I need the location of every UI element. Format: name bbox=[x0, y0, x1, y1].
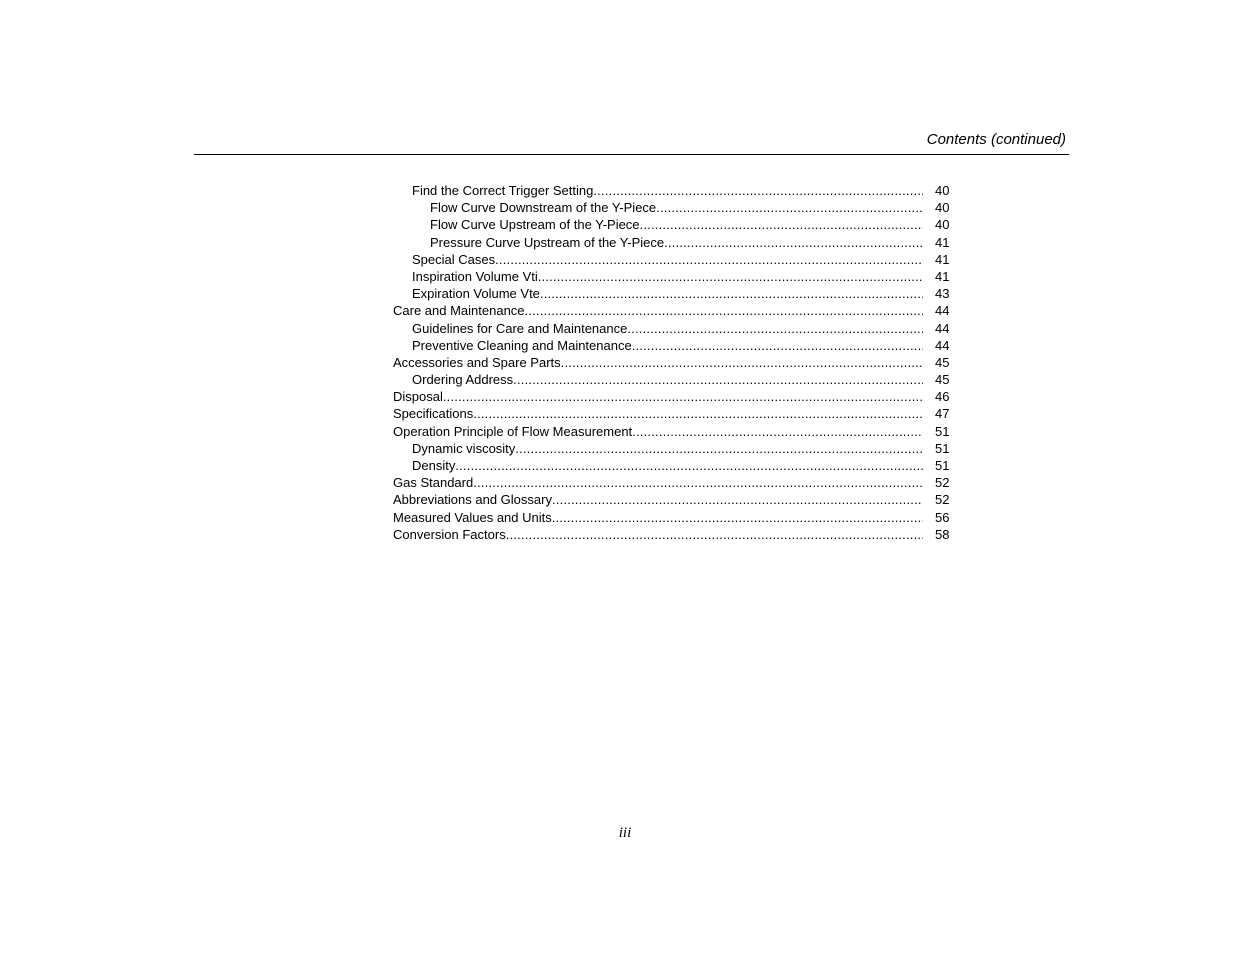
toc-entry-title: Inspiration Volume Vti bbox=[412, 268, 538, 284]
toc-entry-title: Find the Correct Trigger Setting bbox=[412, 183, 594, 198]
toc-dot-leader bbox=[515, 440, 923, 457]
toc-dot-leader bbox=[552, 491, 923, 508]
toc-entry bbox=[393, 234, 953, 251]
table-of-contents bbox=[393, 182, 953, 543]
toc-entry-title: Gas Standard bbox=[393, 475, 474, 491]
toc-entry-page: 40 bbox=[935, 183, 950, 198]
toc-entry-title: Density bbox=[412, 458, 456, 473]
toc-entry bbox=[393, 526, 953, 543]
toc-dot-leader bbox=[513, 371, 923, 388]
toc-dot-leader bbox=[640, 216, 923, 233]
toc-entry-page: 45 bbox=[935, 354, 950, 370]
toc-entry-page: 56 bbox=[935, 509, 950, 525]
toc-entry-page: 40 bbox=[935, 200, 950, 216]
toc-entry bbox=[393, 423, 953, 440]
toc-entry-page: 45 bbox=[935, 372, 950, 388]
toc-dot-leader bbox=[525, 302, 923, 319]
toc-entry-page: 52 bbox=[935, 475, 950, 491]
toc-entry-page: 51 bbox=[935, 440, 950, 456]
toc-entry bbox=[393, 405, 953, 422]
toc-entry bbox=[393, 440, 953, 457]
toc-entry-title: Flow Curve Upstream of the Y-Piece bbox=[430, 217, 640, 233]
toc-entry-title: Operation Principle of Flow Measurement bbox=[393, 423, 633, 439]
toc-dot-leader bbox=[473, 405, 923, 422]
toc-entry bbox=[393, 457, 953, 474]
toc-entry bbox=[393, 251, 953, 268]
toc-entry-title: Ordering Address bbox=[412, 372, 514, 388]
toc-entry-page: 51 bbox=[935, 423, 950, 439]
header-divider bbox=[194, 154, 1069, 155]
toc-dot-leader bbox=[540, 285, 923, 302]
toc-entry-page: 44 bbox=[935, 320, 950, 336]
toc-entry-title: Conversion Factors bbox=[393, 526, 506, 542]
toc-entry-title: Special Cases bbox=[412, 251, 496, 267]
toc-entry-page: 41 bbox=[935, 268, 950, 284]
toc-dot-leader bbox=[538, 268, 923, 285]
page-number: iii bbox=[618, 825, 632, 841]
toc-entry-title: Abbreviations and Glossary bbox=[393, 492, 552, 508]
toc-dot-leader bbox=[443, 388, 923, 405]
toc-entry-title: Specifications bbox=[393, 406, 474, 422]
toc-dot-leader bbox=[632, 337, 923, 354]
toc-dot-leader bbox=[627, 320, 923, 337]
toc-entry bbox=[393, 199, 953, 216]
toc-entry bbox=[393, 509, 953, 526]
toc-entry-page: 58 bbox=[935, 526, 950, 542]
toc-entry bbox=[393, 474, 953, 491]
toc-entry bbox=[393, 268, 953, 285]
toc-entry-title: Flow Curve Downstream of the Y-Piece bbox=[430, 200, 657, 216]
toc-entry-page: 41 bbox=[935, 251, 950, 267]
toc-entry bbox=[393, 354, 953, 371]
toc-entry-page: 52 bbox=[935, 492, 950, 508]
toc-entry bbox=[393, 388, 953, 405]
toc-entry bbox=[393, 285, 953, 302]
toc-entry bbox=[393, 182, 953, 199]
toc-entry-title: Guidelines for Care and Maintenance bbox=[412, 320, 628, 336]
toc-entry-title: Expiration Volume Vte bbox=[412, 286, 540, 302]
toc-entry-page: 46 bbox=[935, 389, 950, 405]
toc-entry-page: 41 bbox=[935, 234, 950, 250]
toc-entry-title: Preventive Cleaning and Maintenance bbox=[412, 337, 632, 353]
toc-entry-page: 51 bbox=[935, 458, 950, 473]
toc-entry-title: Pressure Curve Upstream of the Y-Piece bbox=[430, 234, 665, 250]
toc-dot-leader bbox=[455, 457, 923, 474]
toc-entry bbox=[393, 337, 953, 354]
toc-entry-title: Dynamic viscosity bbox=[412, 440, 516, 456]
toc-entry-title: Disposal bbox=[393, 389, 443, 405]
running-header-title: Contents (continued) bbox=[926, 131, 1066, 148]
toc-dot-leader bbox=[632, 423, 923, 440]
toc-dot-leader bbox=[656, 199, 923, 216]
toc-entry bbox=[393, 371, 953, 388]
toc-entry bbox=[393, 491, 953, 508]
toc-entry bbox=[393, 320, 953, 337]
toc-dot-leader bbox=[473, 474, 923, 491]
toc-entry-page: 40 bbox=[935, 217, 950, 233]
toc-dot-leader bbox=[593, 182, 923, 199]
toc-dot-leader bbox=[495, 251, 923, 268]
toc-entry-page: 47 bbox=[935, 406, 950, 422]
toc-entry-page: 44 bbox=[935, 337, 950, 353]
toc-dot-leader bbox=[561, 354, 923, 371]
toc-entry-page: 44 bbox=[935, 303, 950, 319]
toc-dot-leader bbox=[552, 509, 923, 526]
toc-entry-title: Care and Maintenance bbox=[393, 303, 525, 319]
toc-entry bbox=[393, 216, 953, 233]
toc-entry-title: Measured Values and Units bbox=[393, 509, 552, 525]
toc-entry-page: 43 bbox=[935, 286, 950, 302]
toc-entry-title: Accessories and Spare Parts bbox=[393, 354, 561, 370]
toc-dot-leader bbox=[664, 234, 923, 251]
toc-entry bbox=[393, 302, 953, 319]
toc-dot-leader bbox=[506, 526, 923, 543]
